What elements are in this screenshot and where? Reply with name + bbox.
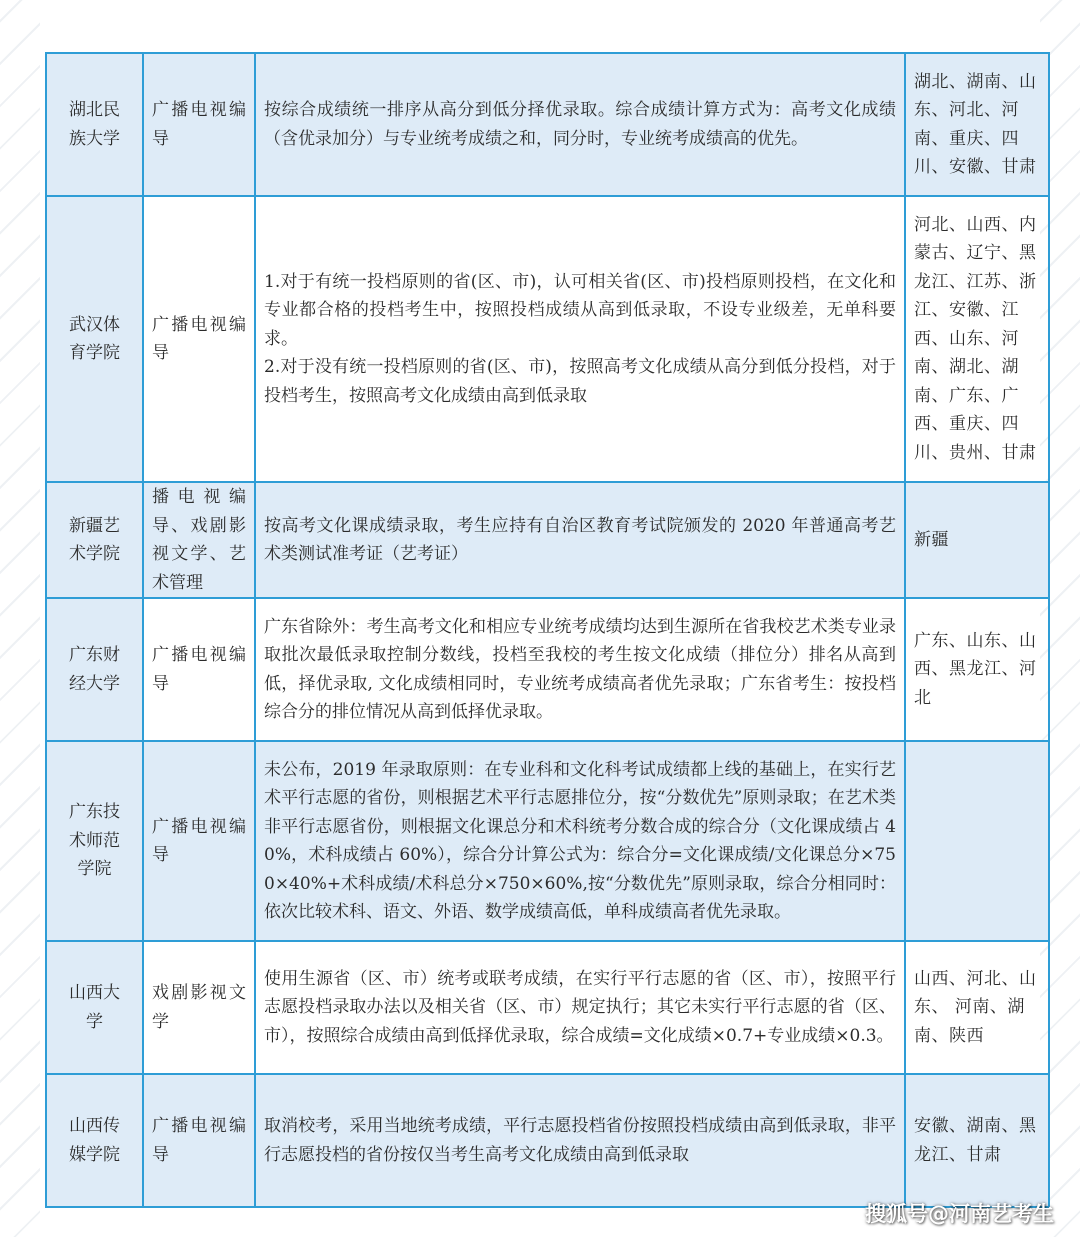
major-name: 播电视编导、戏剧影视文学、艺术管理 <box>143 482 255 598</box>
table-row <box>46 941 1049 1074</box>
school-name: 新疆艺术学院 <box>46 482 143 598</box>
table-row <box>46 196 1049 482</box>
major-name: 广播电视编导 <box>143 1074 255 1207</box>
school-name: 广东技术师范学院 <box>46 741 143 941</box>
admission-rule: 1.对于有统一投档原则的省(区、市)，认可相关省(区、市)投档原则投档，在文化和专业都合格的投档考生中，按照投档成绩从高到低录取，不设专业级差，无单科要求。 2.对于没有统一投档原则的省(区、市)，按照高考文化成绩从高分到低分投档，对于投档考生，按照高考文化成绩由高到低录取 <box>255 196 905 482</box>
admission-rule: 按综合成绩统一排序从高分到低分择优录取。综合成绩计算方式为：高考文化成绩（含优录加分）与专业统考成绩之和，同分时，专业统考成绩高的优先。 <box>255 53 905 196</box>
major-name: 广播电视编导 <box>143 741 255 941</box>
school-name: 湖北民族大学 <box>46 53 143 196</box>
provinces: 河北、山西、内蒙古、辽宁、黑龙江、江苏、浙江、安徽、江西、山东、河南、湖北、湖南、广东、广西、重庆、四川、贵州、甘肃 <box>905 196 1049 482</box>
admission-rules-table <box>45 52 1050 1208</box>
school-name: 武汉体育学院 <box>46 196 143 482</box>
admission-rule: 取消校考，采用当地统考成绩，平行志愿投档省份按照投档成绩由高到低录取，非平行志愿投档的省份按仅当考生高考文化成绩由高到低录取 <box>255 1074 905 1207</box>
provinces: 广东、山东、山西、黑龙江、河北 <box>905 598 1049 741</box>
watermark-strip-left <box>0 0 40 1237</box>
admission-rule: 广东省除外：考生高考文化和相应专业统考成绩均达到生源所在省我校艺术类专业录取批次最低录取控制分数线，投档至我校的考生按文化成绩（排位分）排名从高到低，择优录取, 文化成绩相同时，专业统考成绩高者优先录取；广东省考生：按投档综合分的排位情况从高到低择优录取。 <box>255 598 905 741</box>
provinces <box>905 741 1049 941</box>
admission-rule: 按高考文化课成绩录取，考生应持有自治区教育考试院颁发的 2020 年普通高考艺术类测试准考证（艺考证） <box>255 482 905 598</box>
major-name: 戏剧影视文学 <box>143 941 255 1074</box>
table-row <box>46 53 1049 196</box>
provinces: 湖北、湖南、山东、河北、河南、重庆、四川、安徽、甘肃 <box>905 53 1049 196</box>
school-name: 广东财经大学 <box>46 598 143 741</box>
admission-rule: 未公布，2019 年录取原则：在专业科和文化科考试成绩都上线的基础上，在实行艺术平行志愿的省份，则根据艺术平行志愿排位分，按“分数优先”原则录取；在艺术类非平行志愿省份，则根据文化课总分和术科统考分数合成的综合分（文化课成绩占 40%，术科成绩占 60%），综合分计算公式为：综合分=文化课成绩/文化课总分×750×40%+术科成绩/术科总分×750×60%,按“分数优先”原则录取，综合分相同时：依次比较术科、语文、外语、数学成绩高低，单科成绩高者优先录取。 <box>255 741 905 941</box>
provinces: 新疆 <box>905 482 1049 598</box>
table-row <box>46 482 1049 598</box>
major-name: 广播电视编导 <box>143 53 255 196</box>
school-name: 山西大学 <box>46 941 143 1074</box>
admission-rule: 使用生源省（区、市）统考或联考成绩，在实行平行志愿的省（区、市），按照平行志愿投档录取办法以及相关省（区、市）规定执行；其它未实行平行志愿的省（区、市），按照综合成绩由高到低择优录取，综合成绩=文化成绩×0.7+专业成绩×0.3。 <box>255 941 905 1074</box>
source-watermark: 搜狐号@河南艺考生 <box>865 1202 1054 1226</box>
major-name: 广播电视编导 <box>143 598 255 741</box>
provinces: 山西、河北、山东、 河南、湖南、陕西 <box>905 941 1049 1074</box>
major-name: 广播电视编导 <box>143 196 255 482</box>
provinces: 安徽、湖南、黑龙江、甘肃 <box>905 1074 1049 1207</box>
table-row <box>46 598 1049 741</box>
table-row <box>46 741 1049 941</box>
table-row <box>46 1074 1049 1207</box>
school-name: 山西传媒学院 <box>46 1074 143 1207</box>
